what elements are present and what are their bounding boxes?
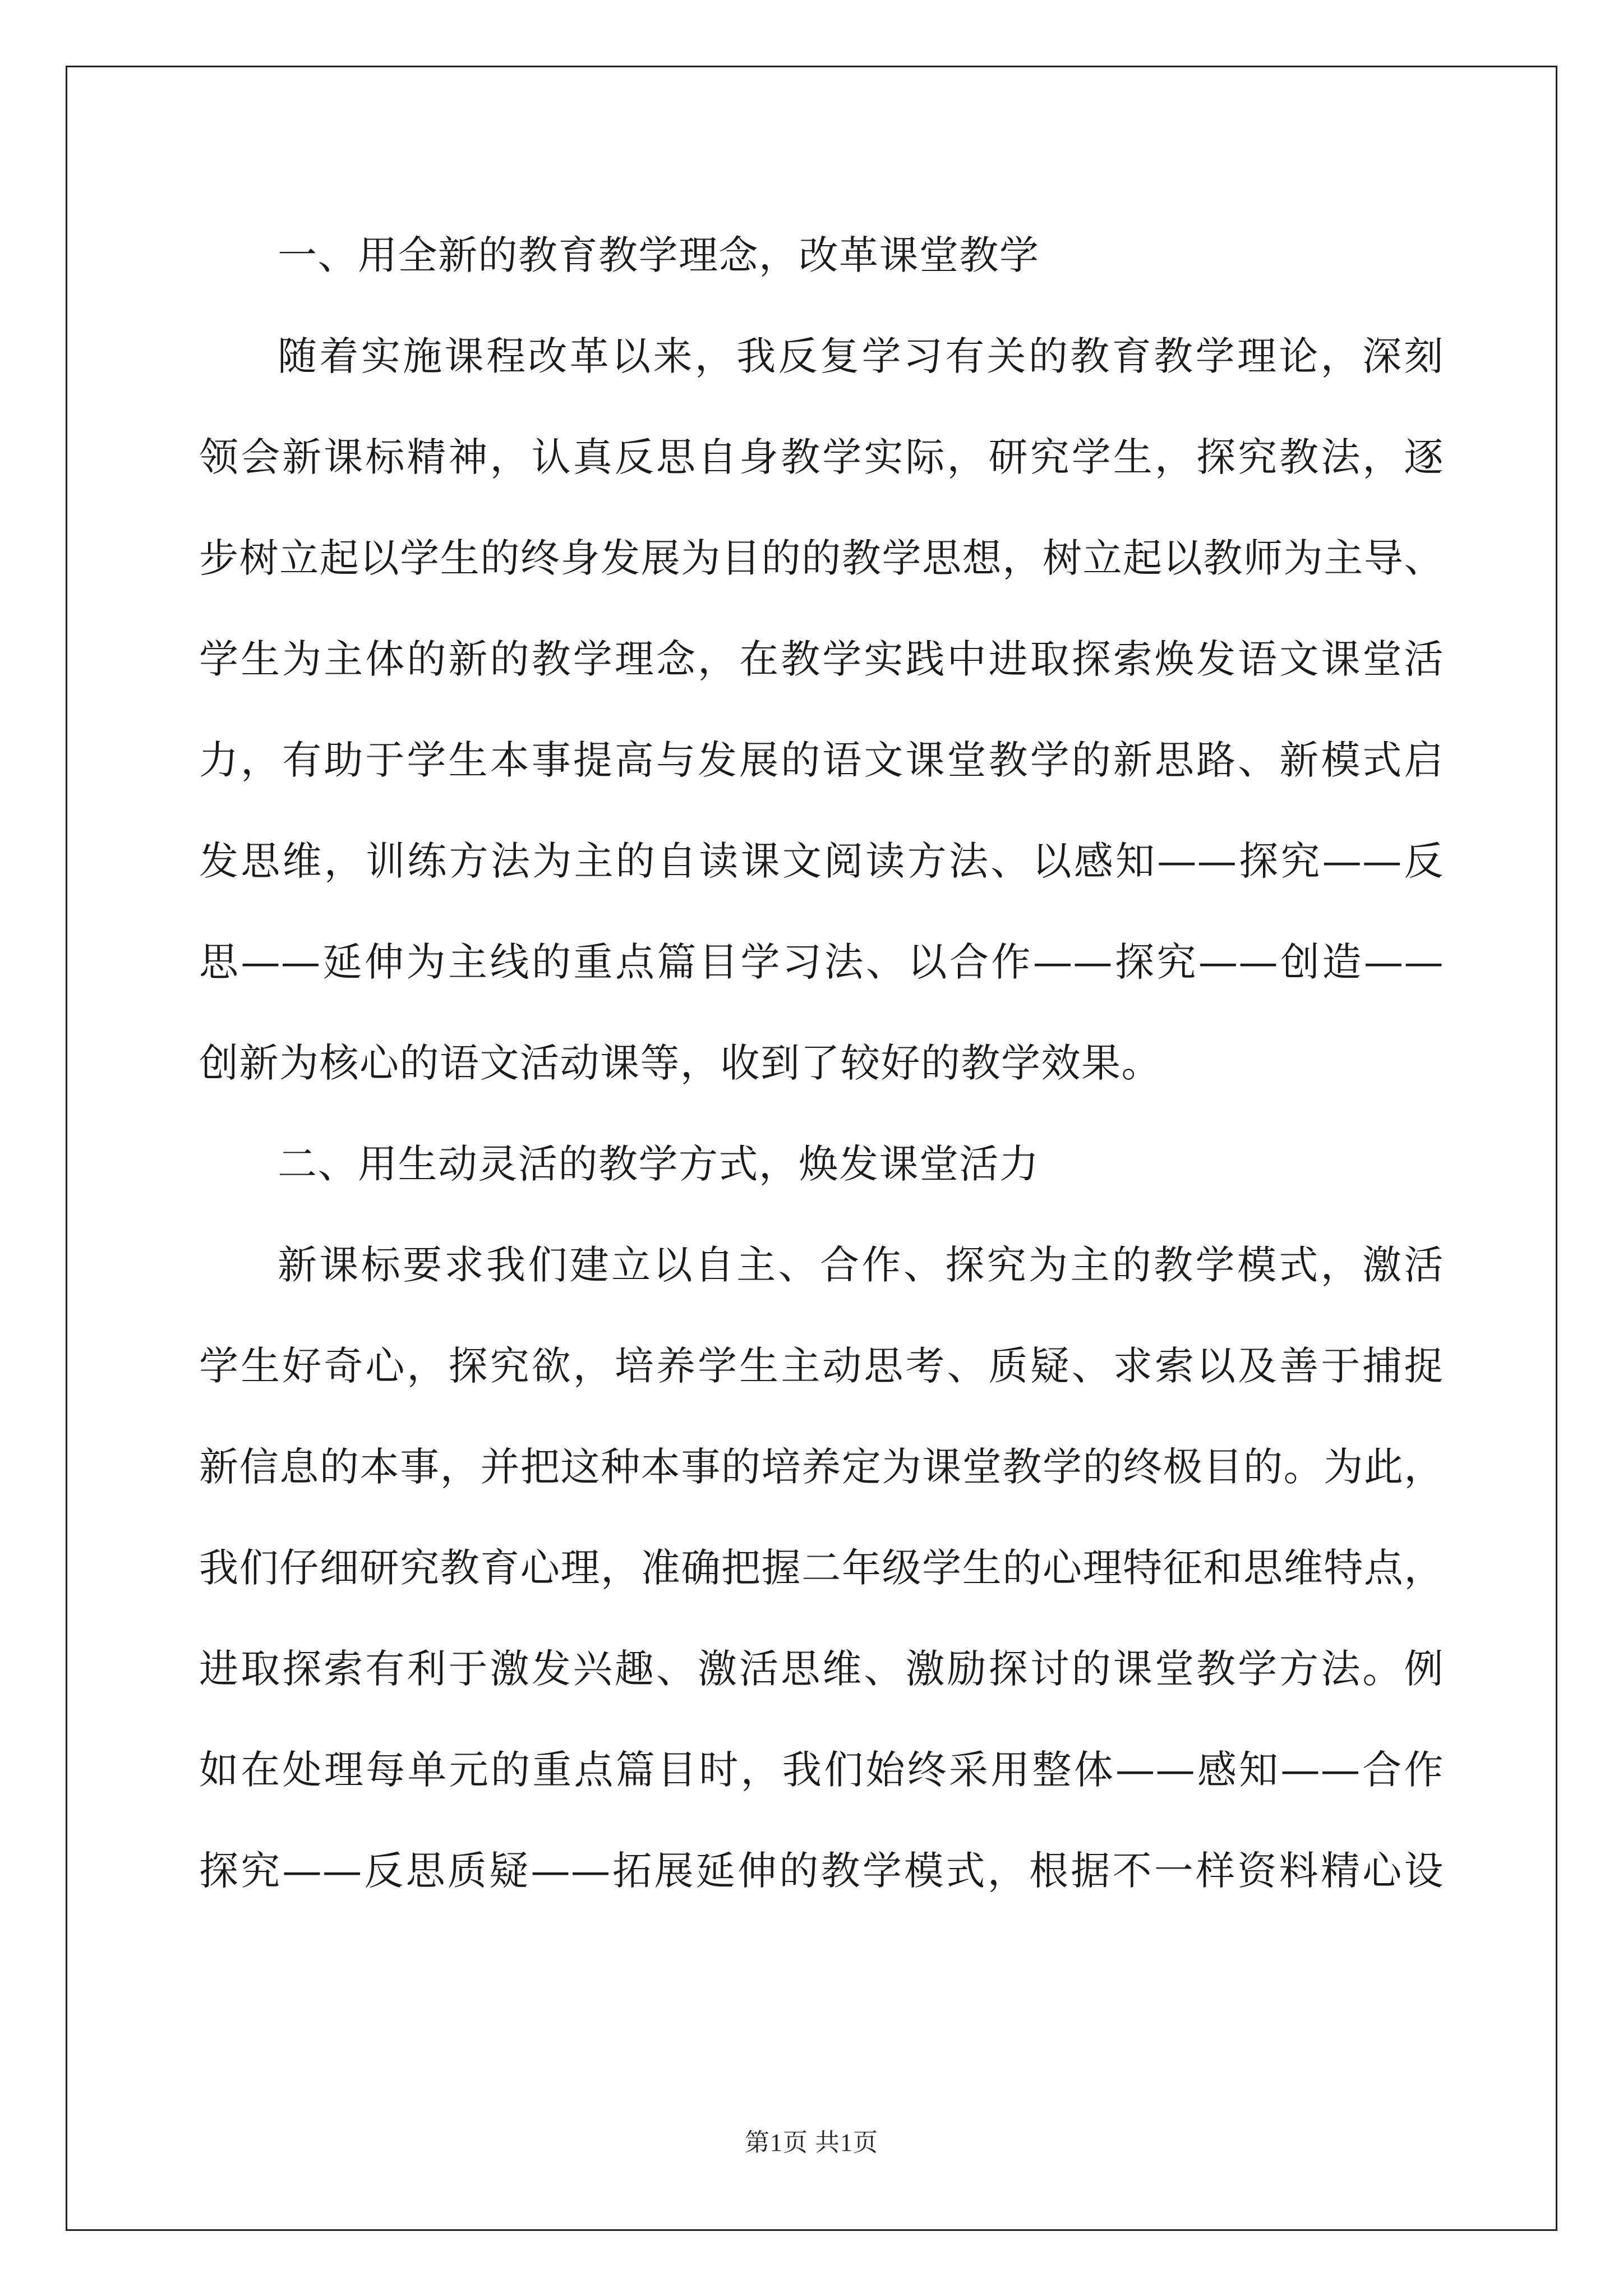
paragraph-line: 新信息的本事，并把这种本事的培养定为课堂教学的终极目的。为此， bbox=[199, 1444, 1444, 1490]
paragraph-line: 力，有助于学生本事提高与发展的语文课堂教学的新思路、新模式启 bbox=[199, 737, 1444, 783]
heading-section-1: 一、用全新的教育教学理念，改革课堂教学 bbox=[278, 232, 1040, 278]
paragraph-line: 进取探索有利于激发兴趣、激活思维、激励探讨的课堂教学方法。例 bbox=[199, 1646, 1444, 1692]
page-number-footer: 第1页 共1页 bbox=[745, 2129, 878, 2156]
paragraph-line: 探究——反思质疑——拓展延伸的教学模式，根据不一样资料精心设 bbox=[199, 1848, 1444, 1894]
paragraph-line: 我们仔细研究教育心理，准确把握二年级学生的心理特征和思维特点， bbox=[199, 1545, 1444, 1591]
paragraph-line-last: 创新为核心的语文活动课等，收到了较好的教学效果。 bbox=[199, 1040, 1161, 1086]
heading-section-2: 二、用生动灵活的教学方式，焕发课堂活力 bbox=[278, 1141, 1040, 1187]
paragraph-line: 新课标要求我们建立以自主、合作、探究为主的教学模式，激活 bbox=[278, 1242, 1444, 1288]
paragraph-line: 如在处理每单元的重点篇目时，我们始终采用整体——感知——合作 bbox=[199, 1747, 1444, 1793]
paragraph-line: 步树立起以学生的终身发展为目的的教学思想，树立起以教师为主导、 bbox=[199, 535, 1444, 581]
paragraph-line: 学生为主体的新的教学理念，在教学实践中进取探索焕发语文课堂活 bbox=[199, 636, 1444, 682]
paragraph-line: 发思维，训练方法为主的自读课文阅读方法、以感知——探究——反 bbox=[199, 838, 1444, 884]
paragraph-line: 领会新课标精神，认真反思自身教学实际，研究学生，探究教法，逐 bbox=[199, 434, 1444, 480]
paragraph-line: 学生好奇心，探究欲，培养学生主动思考、质疑、求索以及善于捕捉 bbox=[199, 1343, 1444, 1389]
paragraph-line: 思——延伸为主线的重点篇目学习法、以合作——探究——创造—— bbox=[199, 939, 1444, 985]
paragraph-line: 随着实施课程改革以来，我反复学习有关的教育教学理论，深刻 bbox=[278, 333, 1444, 379]
